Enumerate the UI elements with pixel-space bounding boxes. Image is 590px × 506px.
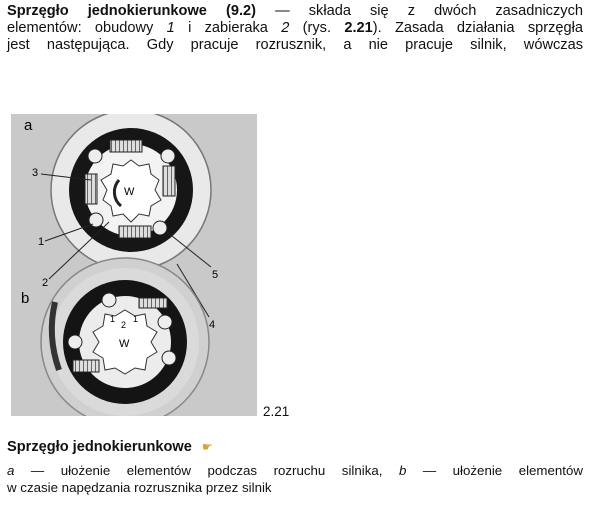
callout-5: 5 bbox=[212, 269, 219, 281]
inner-label-1: 1 bbox=[110, 314, 116, 324]
clutch-figure bbox=[11, 114, 257, 416]
caption-segment: — ułożenie elementów bbox=[406, 463, 583, 478]
paragraph-text: (rys. bbox=[289, 20, 345, 36]
hub-label-a: W bbox=[124, 186, 135, 198]
caption-text bbox=[7, 462, 583, 496]
callout-4: 4 bbox=[209, 319, 216, 331]
pointing-hand-icon: ☛ bbox=[201, 440, 213, 454]
paragraph-text: ). Zasada działania sprzęgła bbox=[372, 20, 584, 36]
inner-label-3: 1 bbox=[133, 314, 139, 324]
caption-line-1 bbox=[7, 462, 583, 479]
paragraph-text: — składa się z dwóch zasadniczych bbox=[256, 3, 583, 19]
paragraph-text: i zabieraka bbox=[174, 20, 282, 36]
body-paragraph bbox=[7, 3, 583, 54]
callout-2: 2 bbox=[42, 277, 49, 289]
panel-label-a: a bbox=[24, 117, 33, 134]
figure-ref: 2.21 bbox=[344, 20, 373, 36]
section-heading: Sprzęgło jednokierunkowe (9.2) bbox=[7, 3, 256, 19]
caption-letter-a: a bbox=[7, 463, 15, 478]
paragraph-text: jest następująca. Gdy pracuje rozrusznik, a nie pracuje silnik, wówczas bbox=[7, 37, 583, 53]
hub-label-b: W bbox=[119, 338, 130, 350]
caption-segment: — ułożenie elementów podczas rozruchu silnika, bbox=[14, 463, 399, 478]
caption-line-2: w czasie napędzania rozrusznika przez silnik bbox=[7, 480, 272, 495]
caption-letter-b: b bbox=[398, 463, 407, 478]
caption-title-text: Sprzęgło jednokierunkowe bbox=[7, 439, 192, 455]
paragraph-line-1 bbox=[7, 3, 583, 20]
ref-number: 2 bbox=[281, 20, 290, 36]
callout-1: 1 bbox=[38, 236, 45, 248]
diagram-b bbox=[21, 258, 209, 416]
paragraph-line-2 bbox=[7, 20, 583, 37]
paragraph-text: elementów: obudowy bbox=[7, 20, 167, 36]
clutch-drawing bbox=[11, 114, 257, 416]
inner-label-2: 2 bbox=[121, 320, 127, 330]
caption-title bbox=[7, 439, 213, 455]
panel-label-b: b bbox=[21, 290, 30, 307]
ref-number: 1 bbox=[166, 20, 175, 36]
callout-3: 3 bbox=[32, 167, 39, 179]
paragraph-line-3 bbox=[7, 37, 583, 54]
figure-number: 2.21 bbox=[263, 404, 290, 419]
